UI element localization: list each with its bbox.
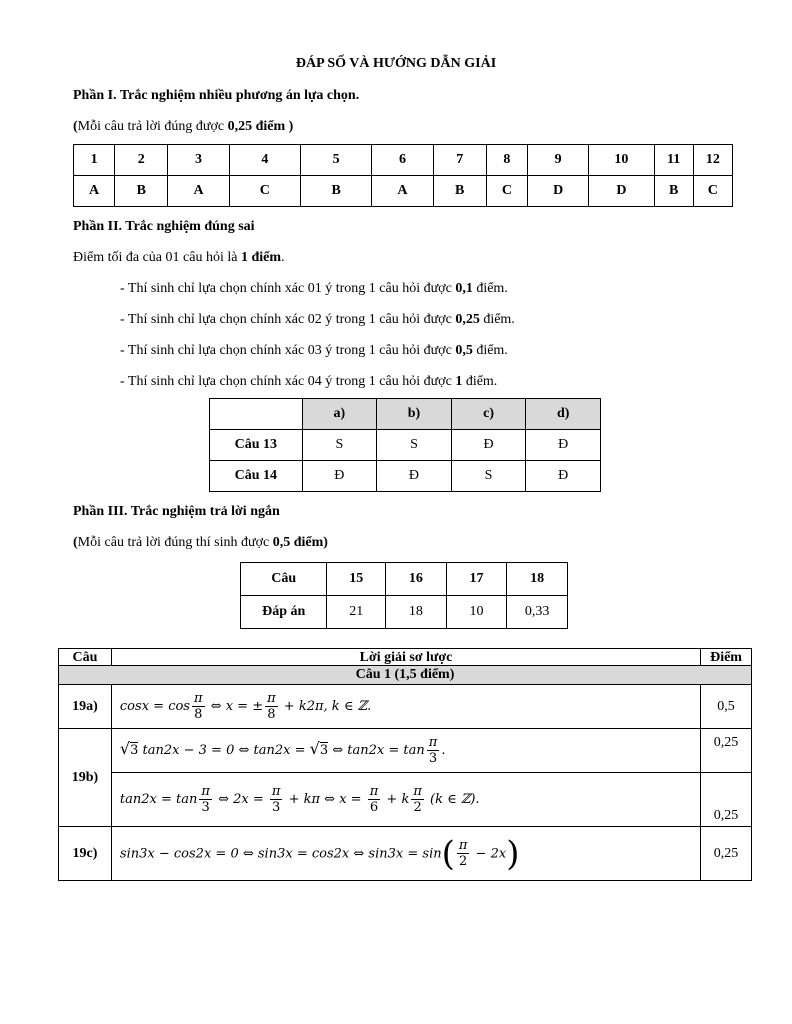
answer-cell: C bbox=[693, 176, 732, 207]
question-number: 3 bbox=[168, 145, 229, 176]
table-row bbox=[210, 399, 601, 430]
part2-heading: Phần II. Trắc nghiệm đúng sai bbox=[73, 219, 255, 234]
answer-cell: C bbox=[486, 176, 527, 207]
column-header: b) bbox=[377, 399, 452, 430]
question-number: 6 bbox=[372, 145, 433, 176]
table-row bbox=[59, 773, 752, 827]
answer-cell: B bbox=[433, 176, 486, 207]
table-row bbox=[210, 461, 601, 492]
answer-cell: Đ bbox=[377, 461, 452, 492]
question-number: 4 bbox=[229, 145, 300, 176]
answer-cell: S bbox=[377, 430, 452, 461]
solution-formula: √3 tan2x − 3 = 0 ⇔ tan2x = √3 ⇔ tan2x = tan $\frac{\pi}{3}$ . bbox=[111, 729, 700, 773]
answer-cell: 21 bbox=[327, 596, 386, 629]
question-number: 5 bbox=[301, 145, 372, 176]
table-row bbox=[74, 145, 733, 176]
answer-cell: Đ bbox=[526, 461, 601, 492]
column-header: Lời giải sơ lược bbox=[111, 649, 700, 666]
row-label: Câu bbox=[241, 563, 327, 596]
question-number: 1 bbox=[74, 145, 115, 176]
table-row bbox=[59, 649, 752, 666]
part1-answer-table bbox=[73, 144, 733, 207]
points-cell: 0,5 bbox=[701, 685, 752, 729]
table-row bbox=[59, 666, 752, 685]
question-number: 16 bbox=[386, 563, 447, 596]
solution-formula: cosx = cos $\frac{\pi}{8}$ ⇔ x = ± $\frac{\pi}{8}$ + k2π, k ∈ ℤ. bbox=[111, 685, 700, 729]
answer-cell: S bbox=[451, 461, 526, 492]
column-header: d) bbox=[526, 399, 601, 430]
part1-note: (Mỗi câu trả lời đúng được 0,25 điểm ) bbox=[73, 119, 294, 134]
solution-formula: tan2x = tan $\frac{\pi}{3}$ ⇔ 2x = $\frac{\pi}{3}$ + kπ ⇔ x = $\frac{\pi}{6}$ + k $\frac{\pi}{2}$ (k ∈ ℤ). bbox=[111, 773, 700, 827]
table-row bbox=[59, 729, 752, 773]
solution-table bbox=[58, 648, 752, 881]
solution-formula: sin3x − cos2x = 0 ⇔ sin3x = cos2x ⇔ sin3x = sin( $\frac{\pi}{2}$ − 2x) bbox=[111, 827, 700, 881]
answer-cell: 0,33 bbox=[507, 596, 568, 629]
part2-rule: - Thí sinh chỉ lựa chọn chính xác 03 ý trong 1 câu hỏi được 0,5 điểm. bbox=[120, 343, 508, 358]
points-cell: 0,25 bbox=[701, 729, 752, 773]
question-number: 8 bbox=[486, 145, 527, 176]
page-title: ĐÁP SỐ VÀ HƯỚNG DẪN GIẢI bbox=[295, 56, 497, 71]
part2-rule: - Thí sinh chỉ lựa chọn chính xác 01 ý trong 1 câu hỏi được 0,1 điểm. bbox=[120, 281, 508, 296]
column-header: Câu bbox=[59, 649, 112, 666]
column-header: a) bbox=[302, 399, 377, 430]
question-label: 19c) bbox=[59, 827, 112, 881]
question-label: 19a) bbox=[59, 685, 112, 729]
part2-answer-table bbox=[209, 398, 601, 492]
answer-cell: D bbox=[589, 176, 654, 207]
answer-cell: B bbox=[115, 176, 168, 207]
answer-cell: C bbox=[229, 176, 300, 207]
answer-cell: B bbox=[301, 176, 372, 207]
answer-cell: Đ bbox=[302, 461, 377, 492]
part2-max-points: Điểm tối đa của 01 câu hỏi là 1 điểm. bbox=[73, 250, 285, 265]
answer-cell: 18 bbox=[386, 596, 447, 629]
points-cell: 0,25 bbox=[701, 773, 752, 827]
points-cell: 0,25 bbox=[701, 827, 752, 881]
column-header: c) bbox=[451, 399, 526, 430]
answer-cell: Đ bbox=[451, 430, 526, 461]
question-number: 17 bbox=[446, 563, 507, 596]
table-row bbox=[59, 685, 752, 729]
table-row bbox=[210, 430, 601, 461]
question-number: 18 bbox=[507, 563, 568, 596]
answer-cell: D bbox=[528, 176, 589, 207]
answer-cell: B bbox=[654, 176, 693, 207]
answer-cell: Đ bbox=[526, 430, 601, 461]
question-group-header: Câu 1 (1,5 điểm) bbox=[59, 666, 752, 685]
table-row bbox=[59, 827, 752, 881]
part3-heading: Phần III. Trắc nghiệm trả lời ngắn bbox=[73, 504, 280, 519]
question-number: 2 bbox=[115, 145, 168, 176]
question-label: 19b) bbox=[59, 729, 112, 827]
question-number: 12 bbox=[693, 145, 732, 176]
question-number: 9 bbox=[528, 145, 589, 176]
question-number: 11 bbox=[654, 145, 693, 176]
answer-cell: 10 bbox=[446, 596, 507, 629]
part2-rule: - Thí sinh chỉ lựa chọn chính xác 04 ý trong 1 câu hỏi được 1 điểm. bbox=[120, 374, 498, 389]
table-row bbox=[74, 176, 733, 207]
question-number: 15 bbox=[327, 563, 386, 596]
question-number: 10 bbox=[589, 145, 654, 176]
answer-cell: A bbox=[168, 176, 229, 207]
answer-cell: A bbox=[74, 176, 115, 207]
empty-header-cell bbox=[210, 399, 303, 430]
table-row bbox=[241, 563, 568, 596]
column-header: Điểm bbox=[701, 649, 752, 666]
answer-cell: A bbox=[372, 176, 433, 207]
row-label: Câu 13 bbox=[210, 430, 303, 461]
part1-heading: Phần I. Trắc nghiệm nhiều phương án lựa chọn. bbox=[73, 88, 360, 103]
part3-answer-table bbox=[240, 562, 568, 629]
part2-rule: - Thí sinh chỉ lựa chọn chính xác 02 ý trong 1 câu hỏi được 0,25 điểm. bbox=[120, 312, 515, 327]
table-row bbox=[241, 596, 568, 629]
row-label: Câu 14 bbox=[210, 461, 303, 492]
row-label: Đáp án bbox=[241, 596, 327, 629]
part3-note: (Mỗi câu trả lời đúng thí sinh được 0,5 điểm) bbox=[73, 535, 328, 550]
answer-cell: S bbox=[302, 430, 377, 461]
question-number: 7 bbox=[433, 145, 486, 176]
